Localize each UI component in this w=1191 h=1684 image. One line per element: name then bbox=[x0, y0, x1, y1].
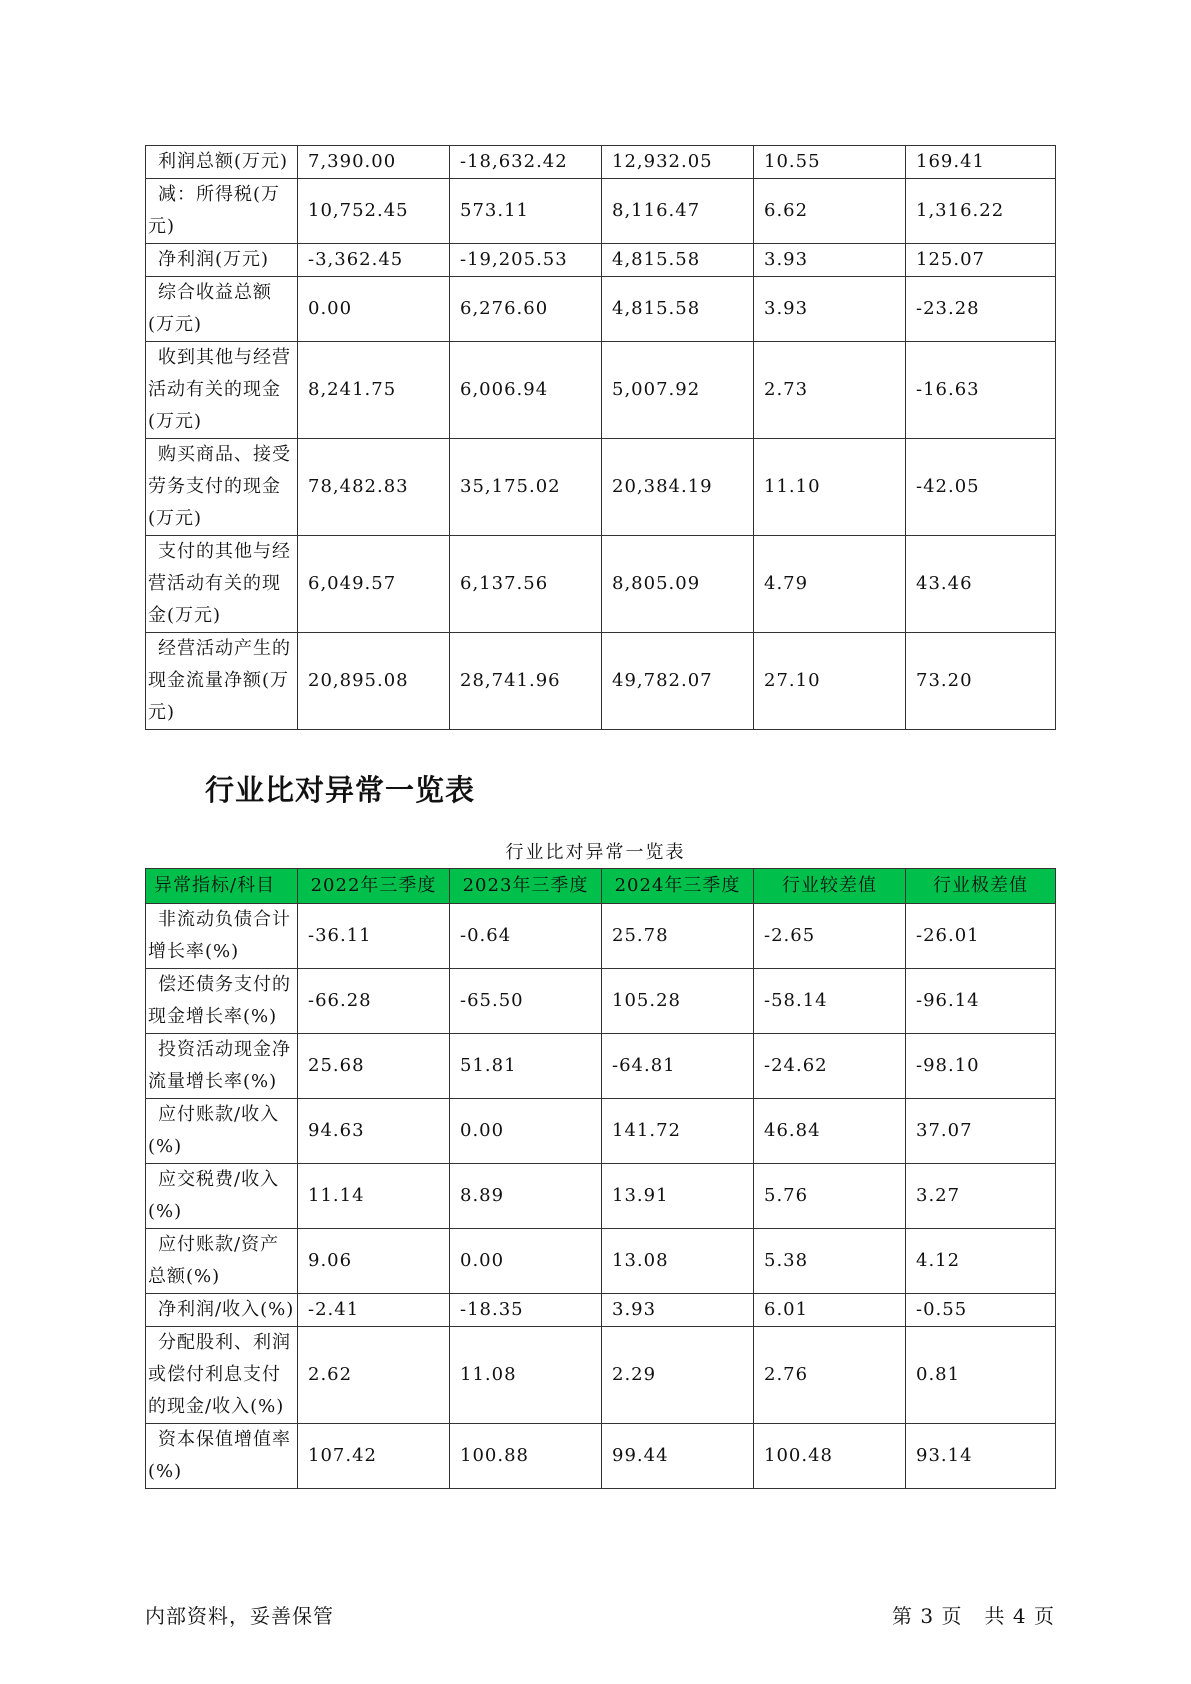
value-cell: 6,049.57 bbox=[298, 536, 450, 633]
value-cell: 93.14 bbox=[906, 1424, 1056, 1489]
table-row bbox=[146, 1327, 1056, 1424]
footer-page-number: 第 3 页 共 4 页 bbox=[892, 1604, 1055, 1628]
table-row bbox=[146, 1424, 1056, 1489]
value-cell: -2.65 bbox=[754, 904, 906, 969]
value-cell: 11.14 bbox=[298, 1164, 450, 1229]
row-label-cell: 减：所得税(万元) bbox=[146, 179, 298, 244]
value-cell: 25.78 bbox=[602, 904, 754, 969]
value-cell: -36.11 bbox=[298, 904, 450, 969]
value-cell: 0.00 bbox=[450, 1099, 602, 1164]
value-cell: 43.46 bbox=[906, 536, 1056, 633]
table-row bbox=[146, 1229, 1056, 1294]
table-row bbox=[146, 342, 1056, 439]
value-cell: 7,390.00 bbox=[298, 146, 450, 179]
value-cell: 2.73 bbox=[754, 342, 906, 439]
value-cell: 3.93 bbox=[754, 277, 906, 342]
value-cell: 25.68 bbox=[298, 1034, 450, 1099]
table-row bbox=[146, 179, 1056, 244]
value-cell: 169.41 bbox=[906, 146, 1056, 179]
value-cell: 11.10 bbox=[754, 439, 906, 536]
value-cell: 28,741.96 bbox=[450, 633, 602, 730]
value-cell: 100.48 bbox=[754, 1424, 906, 1489]
value-cell: 11.08 bbox=[450, 1327, 602, 1424]
value-cell: 5.38 bbox=[754, 1229, 906, 1294]
value-cell: 573.11 bbox=[450, 179, 602, 244]
value-cell: -96.14 bbox=[906, 969, 1056, 1034]
value-cell: 20,384.19 bbox=[602, 439, 754, 536]
header-cell-industry-extreme: 行业极差值 bbox=[906, 869, 1056, 904]
value-cell: -18,632.42 bbox=[450, 146, 602, 179]
value-cell: 35,175.02 bbox=[450, 439, 602, 536]
value-cell: -23.28 bbox=[906, 277, 1056, 342]
row-label-cell: 综合收益总额(万元) bbox=[146, 277, 298, 342]
value-cell: 6.01 bbox=[754, 1294, 906, 1327]
value-cell: 13.08 bbox=[602, 1229, 754, 1294]
value-cell: 27.10 bbox=[754, 633, 906, 730]
header-cell-2023q3: 2023年三季度 bbox=[450, 869, 602, 904]
value-cell: -64.81 bbox=[602, 1034, 754, 1099]
value-cell: 46.84 bbox=[754, 1099, 906, 1164]
table-row bbox=[146, 277, 1056, 342]
value-cell: 0.00 bbox=[450, 1229, 602, 1294]
value-cell: -18.35 bbox=[450, 1294, 602, 1327]
value-cell: -2.41 bbox=[298, 1294, 450, 1327]
table-row bbox=[146, 1294, 1056, 1327]
financial-data-table bbox=[145, 145, 1056, 730]
row-label-cell: 净利润/收入(%) bbox=[146, 1294, 298, 1327]
header-cell-2024q3: 2024年三季度 bbox=[602, 869, 754, 904]
value-cell: 94.63 bbox=[298, 1099, 450, 1164]
value-cell: 2.62 bbox=[298, 1327, 450, 1424]
row-label-cell: 资本保值增值率(%) bbox=[146, 1424, 298, 1489]
table-row bbox=[146, 439, 1056, 536]
value-cell: 78,482.83 bbox=[298, 439, 450, 536]
table-row bbox=[146, 536, 1056, 633]
value-cell: -58.14 bbox=[754, 969, 906, 1034]
table-row bbox=[146, 969, 1056, 1034]
value-cell: 2.76 bbox=[754, 1327, 906, 1424]
value-cell: -0.64 bbox=[450, 904, 602, 969]
table-row bbox=[146, 1099, 1056, 1164]
value-cell: 51.81 bbox=[450, 1034, 602, 1099]
value-cell: 4,815.58 bbox=[602, 244, 754, 277]
value-cell: -98.10 bbox=[906, 1034, 1056, 1099]
value-cell: -65.50 bbox=[450, 969, 602, 1034]
value-cell: 5,007.92 bbox=[602, 342, 754, 439]
header-cell-2022q3: 2022年三季度 bbox=[298, 869, 450, 904]
value-cell: -42.05 bbox=[906, 439, 1056, 536]
value-cell: 12,932.05 bbox=[602, 146, 754, 179]
row-label-cell: 非流动负债合计增长率(%) bbox=[146, 904, 298, 969]
table-row bbox=[146, 904, 1056, 969]
table-row bbox=[146, 1034, 1056, 1099]
row-label-cell: 分配股利、利润或偿付利息支付的现金/收入(%) bbox=[146, 1327, 298, 1424]
value-cell: 10,752.45 bbox=[298, 179, 450, 244]
row-label-cell: 经营活动产生的现金流量净额(万元) bbox=[146, 633, 298, 730]
footer-confidential-note: 内部资料，妥善保管 bbox=[145, 1604, 334, 1628]
value-cell: 73.20 bbox=[906, 633, 1056, 730]
value-cell: 49,782.07 bbox=[602, 633, 754, 730]
value-cell: 0.81 bbox=[906, 1327, 1056, 1424]
section-heading: 行业比对异常一览表 bbox=[205, 773, 476, 807]
value-cell: 4.79 bbox=[754, 536, 906, 633]
value-cell: 9.06 bbox=[298, 1229, 450, 1294]
value-cell: 8,116.47 bbox=[602, 179, 754, 244]
header-cell-industry-poor: 行业较差值 bbox=[754, 869, 906, 904]
value-cell: 100.88 bbox=[450, 1424, 602, 1489]
value-cell: 0.00 bbox=[298, 277, 450, 342]
industry-table-header bbox=[146, 869, 1056, 904]
row-label-cell: 购买商品、接受劳务支付的现金(万元) bbox=[146, 439, 298, 536]
value-cell: -0.55 bbox=[906, 1294, 1056, 1327]
row-label-cell: 应交税费/收入(%) bbox=[146, 1164, 298, 1229]
value-cell: 141.72 bbox=[602, 1099, 754, 1164]
value-cell: 105.28 bbox=[602, 969, 754, 1034]
value-cell: -24.62 bbox=[754, 1034, 906, 1099]
value-cell: 6.62 bbox=[754, 179, 906, 244]
value-cell: 99.44 bbox=[602, 1424, 754, 1489]
industry-comparison-table bbox=[145, 868, 1056, 1489]
value-cell: 37.07 bbox=[906, 1099, 1056, 1164]
row-label-cell: 投资活动现金净流量增长率(%) bbox=[146, 1034, 298, 1099]
value-cell: 3.93 bbox=[602, 1294, 754, 1327]
value-cell: 3.27 bbox=[906, 1164, 1056, 1229]
table-caption: 行业比对异常一览表 bbox=[505, 842, 686, 863]
table-row bbox=[146, 633, 1056, 730]
row-label-cell: 收到其他与经营活动有关的现金(万元) bbox=[146, 342, 298, 439]
row-label-cell: 应付账款/收入(%) bbox=[146, 1099, 298, 1164]
value-cell: -3,362.45 bbox=[298, 244, 450, 277]
table-row bbox=[146, 244, 1056, 277]
value-cell: 8,241.75 bbox=[298, 342, 450, 439]
value-cell: 4.12 bbox=[906, 1229, 1056, 1294]
row-label-cell: 偿还债务支付的现金增长率(%) bbox=[146, 969, 298, 1034]
value-cell: 4,815.58 bbox=[602, 277, 754, 342]
value-cell: 20,895.08 bbox=[298, 633, 450, 730]
row-label-cell: 应付账款/资产总额(%) bbox=[146, 1229, 298, 1294]
value-cell: 8.89 bbox=[450, 1164, 602, 1229]
value-cell: 107.42 bbox=[298, 1424, 450, 1489]
industry-comparison-table-body bbox=[146, 904, 1056, 1489]
value-cell: 6,006.94 bbox=[450, 342, 602, 439]
row-label-cell: 支付的其他与经营活动有关的现金(万元) bbox=[146, 536, 298, 633]
value-cell: -16.63 bbox=[906, 342, 1056, 439]
value-cell: 5.76 bbox=[754, 1164, 906, 1229]
value-cell: 8,805.09 bbox=[602, 536, 754, 633]
value-cell: 10.55 bbox=[754, 146, 906, 179]
header-row bbox=[146, 869, 1056, 904]
value-cell: 1,316.22 bbox=[906, 179, 1056, 244]
value-cell: 3.93 bbox=[754, 244, 906, 277]
value-cell: 6,137.56 bbox=[450, 536, 602, 633]
value-cell: 13.91 bbox=[602, 1164, 754, 1229]
value-cell: 6,276.60 bbox=[450, 277, 602, 342]
row-label-cell: 净利润(万元) bbox=[146, 244, 298, 277]
value-cell: 2.29 bbox=[602, 1327, 754, 1424]
value-cell: 125.07 bbox=[906, 244, 1056, 277]
header-cell-indicator: 异常指标/科目 bbox=[146, 869, 298, 904]
table-row bbox=[146, 146, 1056, 179]
row-label-cell: 利润总额(万元) bbox=[146, 146, 298, 179]
value-cell: -19,205.53 bbox=[450, 244, 602, 277]
financial-data-table-body bbox=[146, 146, 1056, 730]
table-row bbox=[146, 1164, 1056, 1229]
value-cell: -26.01 bbox=[906, 904, 1056, 969]
value-cell: -66.28 bbox=[298, 969, 450, 1034]
